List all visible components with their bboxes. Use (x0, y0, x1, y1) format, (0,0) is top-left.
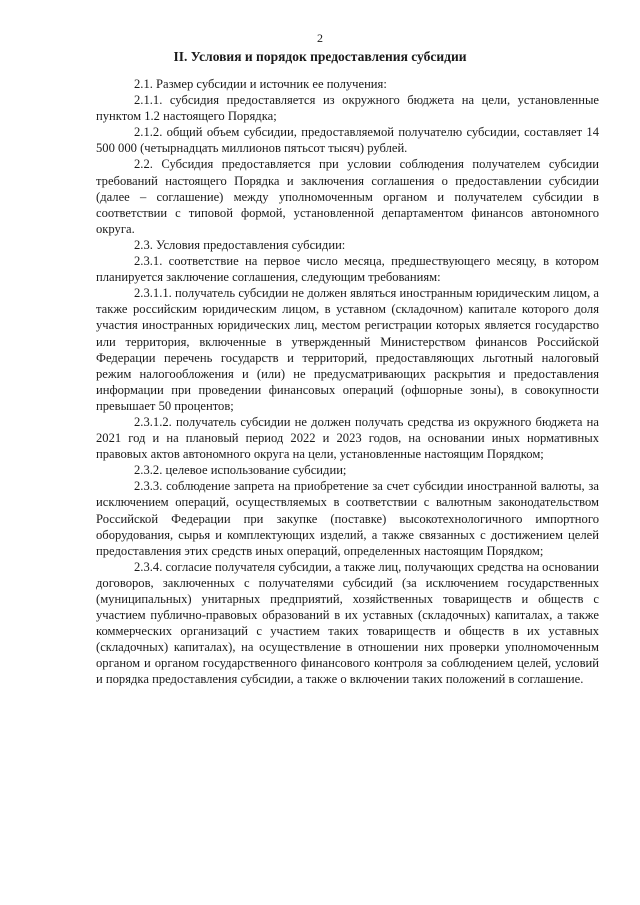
paragraph-2-3-1: 2.3.1. соответствие на первое число месяца, предшествующего месяцу, в котором планируется заключение соглашения, следующим требованиям: (96, 254, 599, 285)
paragraph-2-3-1-1: 2.3.1.1. получатель субсидии не должен являться иностранным юридическим лицом, а также российским юридическим лицом, в уставном (складочном) капитале которого доля участия иностранных юридических лиц, местом регистрации которых является государство или территория, включенные в утвержденный Министерством финансов Российской Федерации перечень государств и территорий, предоставляющих льготный налоговый режим налогообложения и (или) не предусматривающих раскрытия и предоставления информации при проведении финансовых операций (офшорные зоны), в совокупности превышает 50 процентов; (96, 286, 599, 413)
section-title: II. Условия и порядок предоставления субсидии (173, 49, 467, 64)
paragraph-2-1: 2.1. Размер субсидии и источник ее получения: (134, 77, 387, 91)
paragraph-2-1-1: 2.1.1. субсидия предоставляется из окружного бюджета на цели, установленные пунктом 1.2 настоящего Порядка; (96, 93, 599, 124)
paragraph-2-3: 2.3. Условия предоставления субсидии: (134, 237, 346, 252)
page-number: 2 (317, 31, 323, 45)
paragraph-2-1-2: 2.1.2. общий объем субсидии, предоставляемой получателю субсидии, составляет 14 500 000 (четырнадцать миллионов пятьсот тысяч) рублей. (96, 125, 599, 156)
document-body (96, 76, 599, 688)
paragraph-2-3-4: 2.3.4. согласие получателя субсидии, а также лиц, получающих средства на основании договоров, заключенных с получателями субсидий (за исключением государственных (муниципальных) унитарных предприятий, хозяйственных товариществ и обществ с участием публично-правовых образований в их уставных (складочных) капиталах, а также коммерческих организаций с участием таких товариществ и обществ в их уставных (складочных) капиталах), на осуществление в отношении них проверки уполномоченным органом и органом государственного финансового контроля за соблюдением целей, условий и порядка предоставления субсидии, а также о включении таких положений в соглашение. (96, 559, 599, 687)
paragraph-2-3-2: 2.3.2. целевое использование субсидии; (134, 463, 347, 478)
paragraph-2-2: 2.2. Субсидия предоставляется при условии соблюдения получателем субсидии требований настоящего Порядка и заключения соглашения о предоставлении субсидии (далее – соглашение) между уполномоченным органом и получателем субсидии в соответствии с типовой формой, установленной департаментом финансов автономного округа. (96, 157, 599, 236)
paragraph-2-3-3: 2.3.3. соблюдение запрета на приобретение за счет субсидии иностранной валюты, за исключением операций, осуществляемых в соответствии с валютным законодательством Российской Федерации при закупке (поставке) высокотехнологичного импортного оборудования, сырья и комплектующих изделий, а также связанных с достижением целей предоставления этих средств иных операций, определенных настоящим Порядком; (96, 479, 599, 558)
paragraph-2-3-1-2: 2.3.1.2. получатель субсидии не должен получать средства из окружного бюджета на 2021 год и на плановый период 2022 и 2023 годов, на основании иных нормативных правовых актов автономного округа на цели, установленные настоящим Порядком; (96, 414, 599, 462)
